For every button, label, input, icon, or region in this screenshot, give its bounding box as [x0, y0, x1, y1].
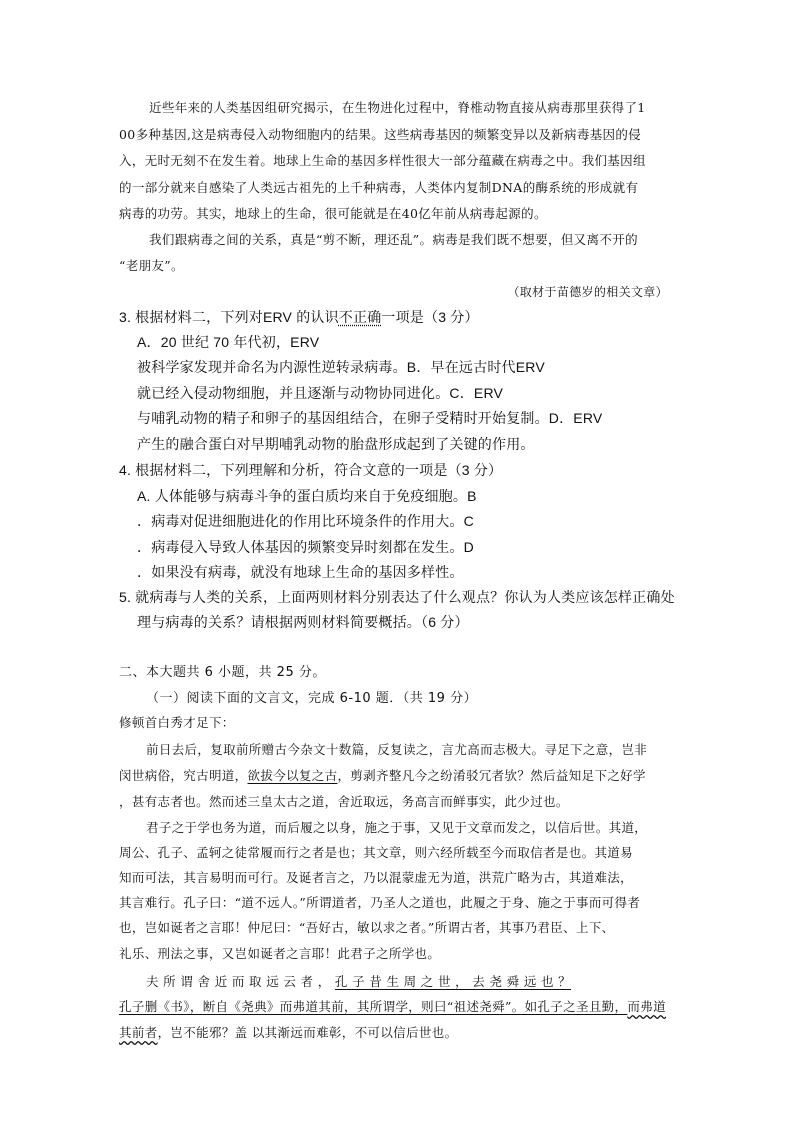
classical-wavy-phrase-1: 而弗道 [627, 999, 666, 1014]
q4-line-3: ．病毒侵入导致人体基因的频繁变异时刻都在发生。D [137, 539, 474, 555]
classical-p3-line-3 [119, 1024, 457, 1042]
material2-line-2: 00多种基因,这是病毒侵入动物细胞内的结果。这些病毒基因的频繁变异以及新病毒基因的侵 [119, 127, 642, 142]
classical-p1-line-2 [119, 767, 646, 785]
classical-p3-line-1 [146, 973, 571, 991]
material2-line-5: 病毒的功劳。其实，地球上的生命，很可能就是在40亿年前从病毒起源的。 [119, 206, 547, 221]
classical-p3-line-2a: 孔子删《书》，断自《尧典》而弗道其前，其所谓学，则曰“祖述尧舜”。如孔子之圣且勤， [119, 999, 628, 1014]
q5-line-2: 理与病毒的关系？请根据两则材料简要概括。（6 分） [137, 614, 469, 630]
q3-line-1: A．20 世纪 70 年代初，ERV [137, 334, 320, 350]
material2-line-6: 我们跟病毒之间的关系，真是“剪不断，理还乱”。病毒是我们既不想要，但又离不开的 [149, 232, 638, 247]
q3-line-4: 与哺乳动物的精子和卵子的基因组结合，在卵子受精时开始复制。D．ERV [137, 410, 603, 426]
classical-p1-line-3: ，甚有志者也。然而述三皇太古之道，舍近取远，务高言而鲜事实，此少过也。 [119, 794, 569, 809]
q3-stem-b: 一项是（3 分） [381, 309, 479, 325]
classical-p2-line-1: 君子之于学也务为道，而后履之以身，施之于事，又见于文章而发之，以信后世。其道， [146, 820, 648, 835]
classical-p2-line-3: 知而可法，其言易明而可行。及诞者言之，乃以混蒙虚无为道，洪荒广略为古，其道难法， [119, 870, 634, 885]
classical-p2-line-2: 周公、孔子、孟轲之徒常履而行之者是也；其文章，则六经所载至今而取信者是也。其道易 [119, 845, 634, 860]
q3-line-2: 被科学家发现并命名为内源性逆转录病毒。B．早在远古时代ERV [137, 359, 545, 375]
q3-stem-negation: 不正确 [338, 309, 382, 325]
material2-line-3: 入，无时无刻不在发生着。地球上生命的基因多样性很大一部分蕴藏在病毒之中。我们基因组 [119, 153, 646, 168]
classical-p1-line-2b: ，剪剥齐整凡今之纷淆驳冗者欤？然后益知足下之好学 [337, 768, 646, 783]
q4-line-1: A. 人体能够与病毒斗争的蛋白质均来自于免疫细胞。B [137, 488, 477, 504]
q3-line-3: 就已经入侵动物细胞，并且逐渐与动物协同进化。C．ERV [137, 385, 504, 401]
material2-line-1: 近些年来的人类基因组研究揭示，在生物进化过程中，脊椎动物直接从病毒那里获得了1 [149, 100, 646, 115]
classical-underlined-sentence: 孔 子 昔 生 周 之 世 ， 去 尧 舜 远 也 ？ [334, 974, 572, 989]
classical-p2-line-6: 礼乐、刑法之事，又岂如诞者之言耶！此君子之所学也。 [119, 946, 441, 961]
q4-line-4: ．如果没有病毒，就没有地球上生命的基因多样性。 [137, 564, 464, 580]
section2-heading: 二、本大题共 6 小题，共 25 分。 [119, 665, 326, 680]
material2-line-4: 的一部分就来自感染了人类远古祖先的上千种病毒，人类体内复制DNA的酶系统的形成就有 [119, 180, 639, 195]
material2-line-7: “老朋友”。 [119, 258, 184, 273]
q3-line-5: 产生的融合蛋白对早期哺乳动物的胎盘形成起到了关键的作用。 [137, 436, 535, 452]
classical-p3-line-1a: 夫 所 谓 舍 近 而 取 远 云 者 ， [146, 974, 331, 989]
letter-salutation: 修顿首白秀才足下： [119, 715, 235, 730]
q5-line-1: 5. 就病毒与人类的关系，上面两则材料分别表达了什么观点？你认为人类应该怎样正确处 [119, 589, 675, 605]
classical-p1-line-2a: 闵世病俗，究古明道， [119, 768, 248, 783]
classical-p3-line-3b: ，岂不能邪？盖 以其渐远而难彰，不可以信后世也。 [157, 1025, 458, 1040]
q3-stem [119, 308, 479, 326]
material2-source: （取材于苗德岁的相关文章） [507, 285, 668, 299]
q3-stem-a: 3. 根据材料二，下列对ERV 的认识 [119, 309, 339, 325]
classical-p2-line-5: 也，岂如诞者之言耶！仲尼曰：“吾好古，敏以求之者。”所谓古者，其事乃君臣、上下、 [119, 920, 615, 935]
q4-stem: 4. 根据材料二，下列理解和分析，符合文意的一项是（3 分） [119, 462, 503, 478]
classical-wavy-phrase-2: 其前者 [119, 1025, 158, 1040]
classical-p1-line-1: 前日去后，复取前所赠古今杂文十数篇，反复读之，言尤高而志极大。寻足下之意，岂非 [146, 742, 648, 757]
q4-line-2: ．病毒对促进细胞进化的作用比环境条件的作用大。C [137, 513, 474, 529]
section2-sub-heading: （一）阅读下面的文言文，完成 6-10 题．（共 19 分） [146, 691, 478, 706]
classical-p3-line-2 [119, 998, 666, 1016]
classical-p2-line-4: 其言难行。孔子曰：“道不远人。”所谓道者，乃圣人之道也，此履之于身、施之于事而可得者 [119, 895, 641, 910]
classical-underlined-phrase-1: 欲拔今以复之古 [247, 768, 338, 783]
